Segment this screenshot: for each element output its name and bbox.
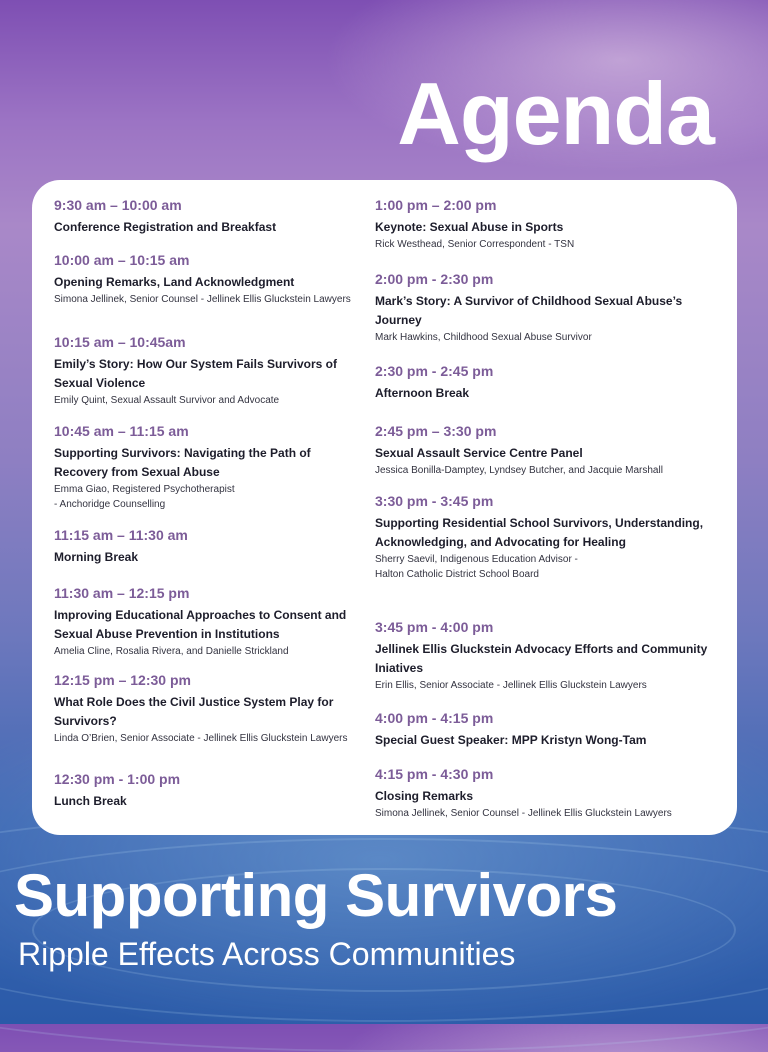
agenda-time: 11:15 am – 11:30 am [54, 527, 188, 543]
agenda-item [54, 252, 354, 307]
agenda-speaker: Simona Jellinek, Senior Counsel - Jellinek Ellis Gluckstein Lawyers [54, 294, 351, 305]
agenda-item [375, 619, 725, 693]
page-title: Agenda [397, 64, 714, 163]
agenda-item [54, 585, 354, 659]
agenda-item [375, 710, 725, 750]
agenda-session-title: Emily’s Story: How Our System Fails Survivors of Sexual Violence [54, 357, 337, 390]
agenda-session-title: Conference Registration and Breakfast [54, 220, 277, 234]
agenda-session-title: Improving Educational Approaches to Consent and Sexual Abuse Prevention in Institutions [54, 608, 347, 641]
agenda-session-title: Jellinek Ellis Gluckstein Advocacy Efforts and Community Iniatives [375, 642, 708, 675]
agenda-speaker: Emily Quint, Sexual Assault Survivor and Advocate [54, 395, 280, 406]
agenda-time: 2:45 pm – 3:30 pm [375, 423, 497, 439]
agenda-speaker: Emma Giao, Registered Psychotherapist - Anchoridge Counselling [54, 484, 235, 510]
agenda-item [54, 672, 354, 746]
agenda-session-title: Opening Remarks, Land Acknowledgment [54, 275, 295, 289]
agenda-time: 10:45 am – 11:15 am [54, 423, 189, 439]
agenda-speaker: Jessica Bonilla-Damptey, Lyndsey Butcher, and Jacquie Marshall [375, 465, 663, 476]
agenda-speaker: Amelia Cline, Rosalia Rivera, and Danielle Strickland [54, 646, 289, 657]
agenda-session-title: Supporting Survivors: Navigating the Path of Recovery from Sexual Abuse [54, 446, 311, 479]
agenda-item [375, 766, 725, 821]
agenda-time: 4:00 pm - 4:15 pm [375, 710, 494, 726]
agenda-speaker: Mark Hawkins, Childhood Sexual Abuse Survivor [375, 332, 592, 343]
agenda-speaker: Linda O’Brien, Senior Associate - Jellinek Ellis Gluckstein Lawyers [54, 733, 348, 744]
agenda-item [375, 363, 725, 403]
agenda-item [54, 423, 354, 512]
agenda-session-title: Mark’s Story: A Survivor of Childhood Sexual Abuse’s Journey [375, 294, 683, 327]
agenda-time: 2:00 pm - 2:30 pm [375, 271, 494, 287]
agenda-card [32, 180, 737, 835]
agenda-item [54, 527, 354, 567]
agenda-time: 10:15 am – 10:45am [54, 334, 186, 350]
agenda-time: 12:15 pm – 12:30 pm [54, 672, 191, 688]
event-subtitle: Ripple Effects Across Communities [18, 936, 516, 972]
agenda-time: 3:30 pm - 3:45 pm [375, 493, 494, 509]
agenda-item [375, 423, 725, 478]
event-title: Supporting Survivors [14, 862, 618, 929]
agenda-time: 12:30 pm - 1:00 pm [54, 771, 181, 787]
agenda-time: 11:30 am – 12:15 pm [54, 585, 190, 601]
agenda-item [54, 771, 354, 811]
agenda-speaker: Rick Westhead, Senior Correspondent - TSN [375, 239, 575, 250]
agenda-time: 4:15 pm - 4:30 pm [375, 766, 494, 782]
agenda-session-title: What Role Does the Civil Justice System Play for Survivors? [54, 695, 334, 728]
agenda-session-title: Morning Break [54, 550, 139, 564]
agenda-speaker: Erin Ellis, Senior Associate - Jellinek Ellis Gluckstein Lawyers [375, 680, 647, 691]
agenda-time: 1:00 pm – 2:00 pm [375, 197, 497, 213]
agenda-time: 3:45 pm - 4:00 pm [375, 619, 494, 635]
ripple-decoration [0, 808, 768, 1052]
agenda-item [54, 334, 354, 408]
agenda-time: 2:30 pm - 2:45 pm [375, 363, 494, 379]
agenda-session-title: Supporting Residential School Survivors, Understanding, Acknowledging, and Advocating for Healing [375, 516, 704, 549]
agenda-item [375, 493, 725, 582]
agenda-session-title: Afternoon Break [375, 386, 470, 400]
agenda-speaker: Simona Jellinek, Senior Counsel - Jellinek Ellis Gluckstein Lawyers [375, 808, 672, 819]
agenda-session-title: Keynote: Sexual Abuse in Sports [375, 220, 564, 234]
agenda-speaker: Sherry Saevil, Indigenous Education Advisor - Halton Catholic District School Board [375, 554, 578, 580]
agenda-session-title: Closing Remarks [375, 789, 474, 803]
agenda-item [54, 197, 354, 237]
agenda-time: 10:00 am – 10:15 am [54, 252, 190, 268]
agenda-session-title: Special Guest Speaker: MPP Kristyn Wong-Tam [375, 733, 647, 747]
agenda-item [375, 197, 725, 252]
agenda-session-title: Sexual Assault Service Centre Panel [375, 446, 583, 460]
agenda-time: 9:30 am – 10:00 am [54, 197, 182, 213]
agenda-session-title: Lunch Break [54, 794, 127, 808]
agenda-item [375, 271, 725, 345]
